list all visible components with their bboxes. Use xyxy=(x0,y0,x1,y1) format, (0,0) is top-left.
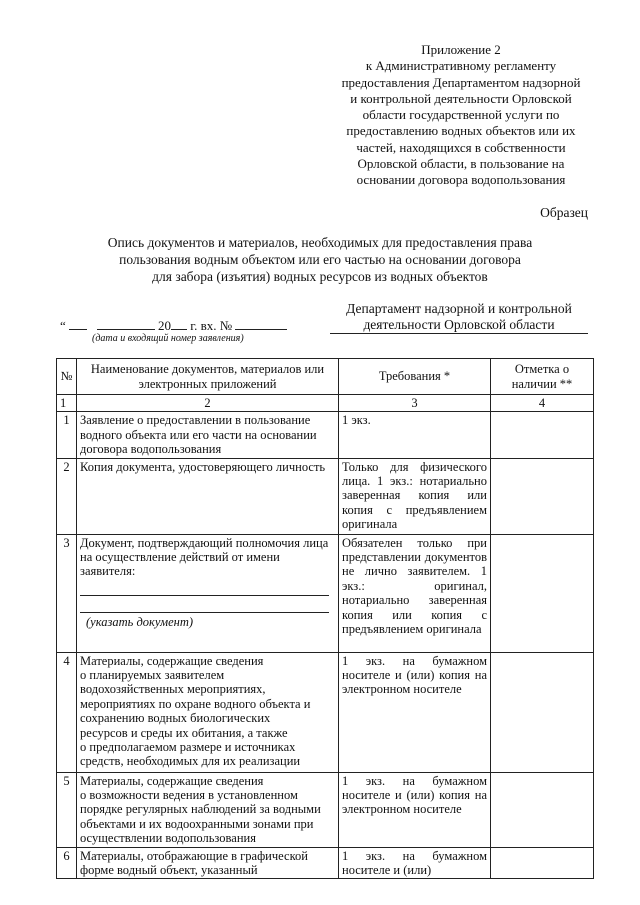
header-number: № xyxy=(57,359,77,395)
document-name-line: форме водный объект, указанный xyxy=(80,863,258,878)
document-name-line: о предполагаемом размере и источниках xyxy=(80,740,296,755)
fill-in-line[interactable] xyxy=(80,606,329,613)
document-name-line: сохранению водных биологических xyxy=(80,711,271,726)
requirement: Обязателен только при представлении документов не лично заявителем. 1 экз.: оригинал, нотариально заверенная копия или копия с предъявлением оригинала xyxy=(339,534,491,652)
document-name-cell xyxy=(77,534,339,652)
document-name-line: объектами и их водоохранными зонами при xyxy=(80,816,314,831)
document-name: Копия документа, удостоверяющего личность xyxy=(77,458,339,534)
availability-mark[interactable] xyxy=(491,458,594,534)
row-number: 5 xyxy=(57,772,77,847)
availability-mark[interactable] xyxy=(491,847,594,879)
title-line: для забора (изъятия) водных ресурсов из водных объектов xyxy=(152,269,488,284)
row-number: 2 xyxy=(57,458,77,534)
table-row xyxy=(57,458,594,534)
availability-mark[interactable] xyxy=(491,772,594,847)
department-block xyxy=(330,301,588,334)
appendix-line: области государственной услуги по xyxy=(362,107,560,123)
document-name: Заявление о предоставлении в пользование водного объекта или его части на основании договора водопользования xyxy=(77,412,339,458)
month-blank xyxy=(97,316,155,330)
table-header-row xyxy=(57,359,594,395)
document-name-cell xyxy=(77,847,339,879)
column-number: 3 xyxy=(339,395,491,412)
header-availability: Отметка о наличии ** xyxy=(491,359,594,395)
documents-table xyxy=(56,358,594,879)
document-name-line: о планируемых заявителем xyxy=(80,668,225,683)
document-name-line: о возможности ведения в установленном xyxy=(80,788,298,803)
document-name-line: мероприятиях по охране водного объекта и xyxy=(80,696,311,711)
table-row xyxy=(57,772,594,847)
appendix-line: и контрольной деятельности Орловской xyxy=(350,90,572,106)
document-name: Документ, подтверждающий полномочия лица на осуществление действий от имени заявителя: xyxy=(80,535,329,579)
table-row xyxy=(57,847,594,879)
sample-label: Образец xyxy=(540,205,588,220)
document-name-cell xyxy=(77,652,339,772)
row-number: 1 xyxy=(57,412,77,458)
document-name-line: Материалы, отображающие в графической xyxy=(80,848,308,863)
day-blank xyxy=(69,316,87,330)
incoming-number-label: г. вх. № xyxy=(190,318,233,333)
fill-in-line[interactable] xyxy=(80,589,329,596)
document-title xyxy=(80,234,560,285)
document-name-line: средств, необходимых для их реализации xyxy=(80,754,301,769)
row-number: 4 xyxy=(57,652,77,772)
document-name-line: Материалы, содержащие сведения xyxy=(80,653,264,668)
department-line: деятельности Орловской области xyxy=(330,317,588,334)
table-row xyxy=(57,652,594,772)
requirement: 1 экз. на бумажном носителе и (или) копия на электронном носителе xyxy=(339,652,491,772)
requirement: 1 экз. на бумажном носителе и (или) xyxy=(339,847,491,879)
row-number: 3 xyxy=(57,534,77,652)
year-blank xyxy=(171,316,187,330)
availability-mark[interactable] xyxy=(491,534,594,652)
incoming-number-blank xyxy=(235,316,287,330)
header-requirements: Требования * xyxy=(339,359,491,395)
document-name-cell xyxy=(77,772,339,847)
document-name-line: осуществлении водопользования xyxy=(80,831,256,846)
department-line: Департамент надзорной и контрольной xyxy=(346,301,572,316)
column-number: 1 xyxy=(57,395,77,412)
appendix-header xyxy=(330,42,592,189)
header-name: Наименование документов, материалов или электронных приложений xyxy=(77,359,339,395)
column-number: 2 xyxy=(77,395,339,412)
document-name-line: ресурсов и среды их обитания, а также xyxy=(80,725,288,740)
document-name-line: порядке регулярных наблюдений за водными xyxy=(80,802,321,817)
appendix-line: к Административному регламенту xyxy=(365,58,557,74)
appendix-line: Приложение 2 xyxy=(421,42,501,57)
availability-mark[interactable] xyxy=(491,412,594,458)
year-prefix: 20 xyxy=(158,318,172,333)
appendix-line: предоставления Департаментом надзорной xyxy=(341,74,581,90)
table-row xyxy=(57,412,594,458)
title-line: Опись документов и материалов, необходимых для предоставления права xyxy=(107,235,533,250)
document-hint: (указать документ) xyxy=(86,614,194,629)
column-number-row xyxy=(57,395,594,412)
appendix-line: Орловской области, в пользование на xyxy=(357,156,565,172)
availability-mark[interactable] xyxy=(491,652,594,772)
appendix-line: частей, находящихся в собственности xyxy=(356,139,566,155)
appendix-line: предоставлению водных объектов или их xyxy=(346,123,576,139)
registration-caption: (дата и входящий номер заявления) xyxy=(92,333,244,344)
row-number: 6 xyxy=(57,847,77,879)
registration-line xyxy=(60,316,318,334)
table-row xyxy=(57,534,594,652)
requirement: 1 экз. на бумажном носителе и (или) копия на электронном носителе xyxy=(339,772,491,847)
requirement: Только для физического лица. 1 экз.: нотариально заверенная копия или копия с предъявлением оригинала xyxy=(339,458,491,534)
appendix-line: основании договора водопользования xyxy=(356,172,566,188)
column-number: 4 xyxy=(491,395,594,412)
title-line: пользования водным объектом или его частью на основании договора xyxy=(119,252,521,267)
open-quote: “ xyxy=(60,318,66,333)
requirement: 1 экз. xyxy=(339,412,491,458)
document-name-line: водохозяйственных мероприятиях, xyxy=(80,682,266,697)
document-name-line: Материалы, содержащие сведения xyxy=(80,773,264,788)
